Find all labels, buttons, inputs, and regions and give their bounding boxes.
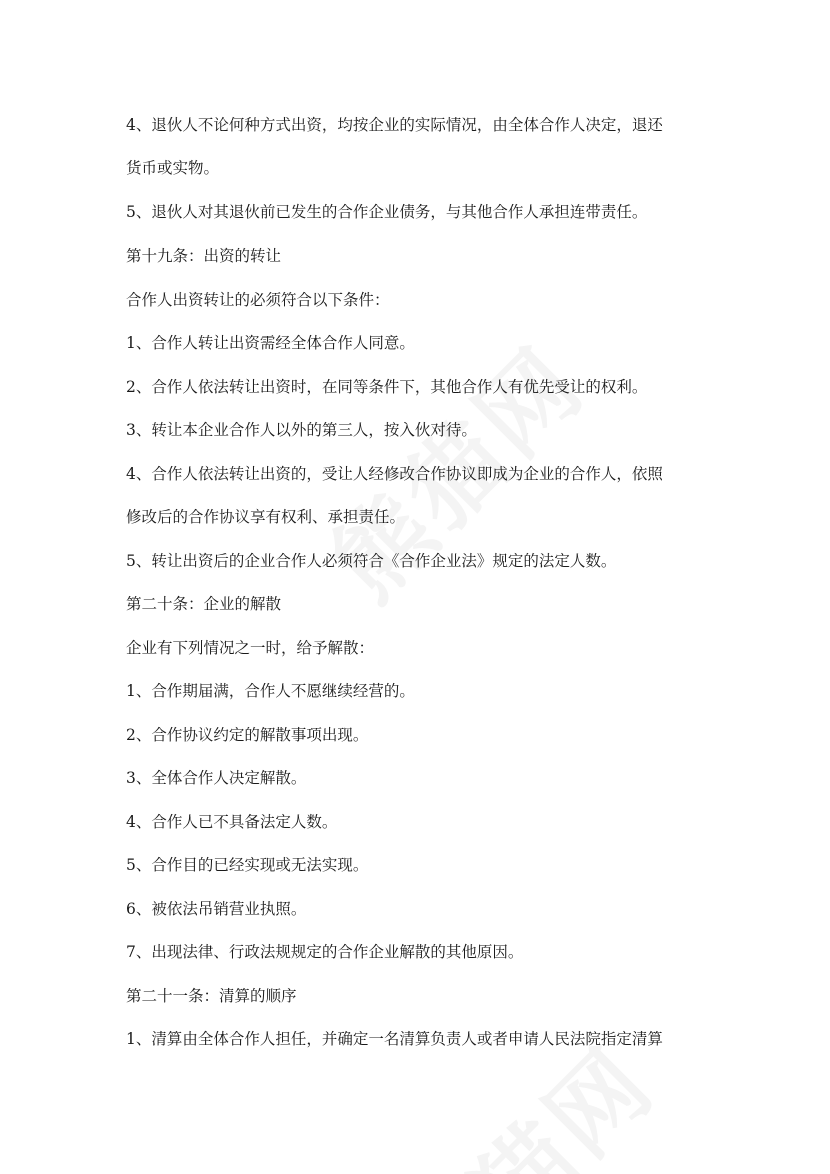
list-item: 2、合作人依法转让出资时，在同等条件下，其他合作人有优先受让的权利。 [126,378,648,396]
paragraph-text: 5、退伙人对其退伙前已发生的合作企业债务，与其他合作人承担连带责任。 [126,203,648,221]
list-item: 3、全体合作人决定解散。 [126,769,307,787]
paragraph-text: 企业有下列情况之一时，给予解散： [126,639,375,657]
paragraph-text: 4、退伙人不论何种方式出资，均按企业的实际情况，由全体合作人决定，退还 [126,116,663,134]
list-item: 4、合作人依法转让出资的，受让人经修改合作协议即成为企业的合作人，依照 [126,465,663,483]
list-item: 2、合作协议约定的解散事项出现。 [126,726,369,744]
list-item: 7、出现法律、行政法规规定的合作企业解散的其他原因。 [126,943,524,961]
paragraph-text: 货币或实物。 [126,159,220,177]
list-item: 5、转让出资后的企业合作人必须符合《合作企业法》规定的法定人数。 [126,552,617,570]
section-heading: 第二十条：企业的解散 [126,595,282,613]
list-item: 1、合作期届满，合作人不愿继续经营的。 [126,682,415,700]
list-item: 1、清算由全体合作人担任，并确定一名清算负责人或者申请人民法院指定清算 [126,1030,663,1048]
section-heading: 第十九条：出资的转让 [126,247,282,265]
list-item: 4、合作人已不具备法定人数。 [126,813,338,831]
list-item: 5、合作目的已经实现或无法实现。 [126,856,369,874]
list-item: 3、转让本企业合作人以外的第三人，按入伙对待。 [126,421,477,439]
list-item: 6、被依法吊销营业执照。 [126,900,307,918]
section-heading: 第二十一条：清算的顺序 [126,987,297,1005]
list-item: 1、合作人转让出资需经全体合作人同意。 [126,334,415,352]
paragraph-text: 合作人出资转让的必须符合以下条件： [126,291,390,309]
list-item: 修改后的合作协议享有权利、承担责任。 [126,508,406,526]
